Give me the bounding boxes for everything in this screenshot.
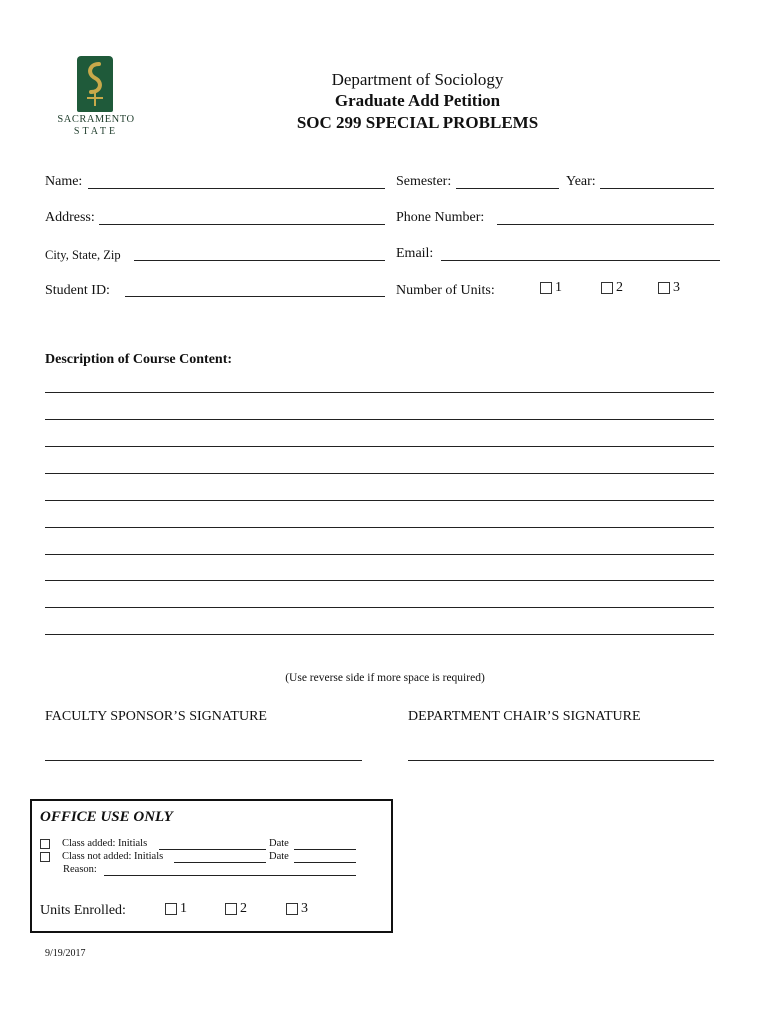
email-label: Email:	[396, 246, 434, 261]
description-line[interactable]	[45, 634, 714, 635]
added-date-field[interactable]	[294, 849, 356, 850]
not-added-date-label: Date	[269, 851, 289, 862]
chair-signature-line[interactable]	[408, 760, 714, 761]
description-line[interactable]	[45, 392, 714, 393]
checkbox-icon[interactable]	[658, 282, 670, 294]
units-enrolled-option-2[interactable]: 2	[225, 901, 247, 917]
checkbox-icon[interactable]	[286, 903, 298, 915]
office-use-title: OFFICE USE ONLY	[40, 809, 173, 825]
logo-text-line2: STATE	[73, 126, 119, 137]
chair-signature-label: DEPARTMENT CHAIR’S SIGNATURE	[408, 709, 641, 724]
revision-date: 9/19/2017	[45, 948, 86, 959]
description-line[interactable]	[45, 580, 714, 581]
class-not-added-label: Class not added: Initials	[62, 851, 164, 862]
form-title: Graduate Add Petition	[334, 91, 501, 110]
description-line[interactable]	[45, 500, 714, 501]
description-line[interactable]	[45, 419, 714, 420]
added-initials-field[interactable]	[159, 849, 266, 850]
description-line[interactable]	[45, 554, 714, 555]
unit-option-3[interactable]: 3	[658, 280, 680, 296]
course-title: SOC 299 SPECIAL PROBLEMS	[296, 113, 539, 132]
city-field[interactable]	[134, 260, 385, 261]
logo-emblem-icon	[77, 56, 113, 112]
faculty-signature-line[interactable]	[45, 760, 362, 761]
checkbox-icon[interactable]	[540, 282, 552, 294]
class-added-label: Class added: Initials	[62, 838, 148, 849]
student-id-label: Student ID:	[45, 283, 110, 298]
checkbox-icon[interactable]	[40, 839, 50, 849]
checkbox-icon[interactable]	[165, 903, 177, 915]
description-line[interactable]	[45, 607, 714, 608]
faculty-signature-label: FACULTY SPONSOR’S SIGNATURE	[45, 709, 267, 724]
year-label: Year:	[566, 174, 596, 189]
office-use-box	[30, 799, 393, 933]
description-label: Description of Course Content:	[45, 352, 233, 367]
name-label: Name:	[45, 174, 83, 189]
phone-field[interactable]	[497, 224, 714, 225]
units-label: Number of Units:	[396, 283, 495, 298]
added-date-label: Date	[269, 838, 289, 849]
class-added-row	[40, 838, 53, 849]
class-not-added-row	[40, 851, 53, 862]
student-id-field[interactable]	[125, 296, 385, 297]
not-added-date-field[interactable]	[294, 862, 356, 863]
description-line[interactable]	[45, 473, 714, 474]
phone-label: Phone Number:	[396, 210, 485, 225]
logo-text-line1: SACRAMENTO	[57, 114, 135, 125]
address-field[interactable]	[99, 224, 385, 225]
unit-option-2[interactable]: 2	[601, 280, 623, 296]
email-field[interactable]	[441, 260, 720, 261]
name-field[interactable]	[88, 188, 385, 189]
units-enrolled-option-3[interactable]: 3	[286, 901, 308, 917]
checkbox-icon[interactable]	[225, 903, 237, 915]
checkbox-icon[interactable]	[40, 852, 50, 862]
semester-label: Semester:	[396, 174, 452, 189]
reason-field[interactable]	[104, 875, 356, 876]
address-label: Address:	[45, 210, 95, 225]
sacramento-state-logo	[52, 56, 140, 142]
unit-option-1[interactable]: 1	[540, 280, 562, 296]
year-field[interactable]	[600, 188, 714, 189]
reason-label: Reason:	[63, 864, 97, 875]
city-label: City, State, Zip	[45, 248, 121, 262]
reverse-side-note: (Use reverse side if more space is required)	[285, 672, 485, 684]
units-enrolled-option-1[interactable]: 1	[165, 901, 187, 917]
checkbox-icon[interactable]	[601, 282, 613, 294]
description-line[interactable]	[45, 527, 714, 528]
semester-field[interactable]	[456, 188, 559, 189]
not-added-initials-field[interactable]	[174, 862, 266, 863]
units-enrolled-label: Units Enrolled:	[40, 903, 126, 918]
department-title: Department of Sociology	[331, 70, 504, 89]
description-line[interactable]	[45, 446, 714, 447]
